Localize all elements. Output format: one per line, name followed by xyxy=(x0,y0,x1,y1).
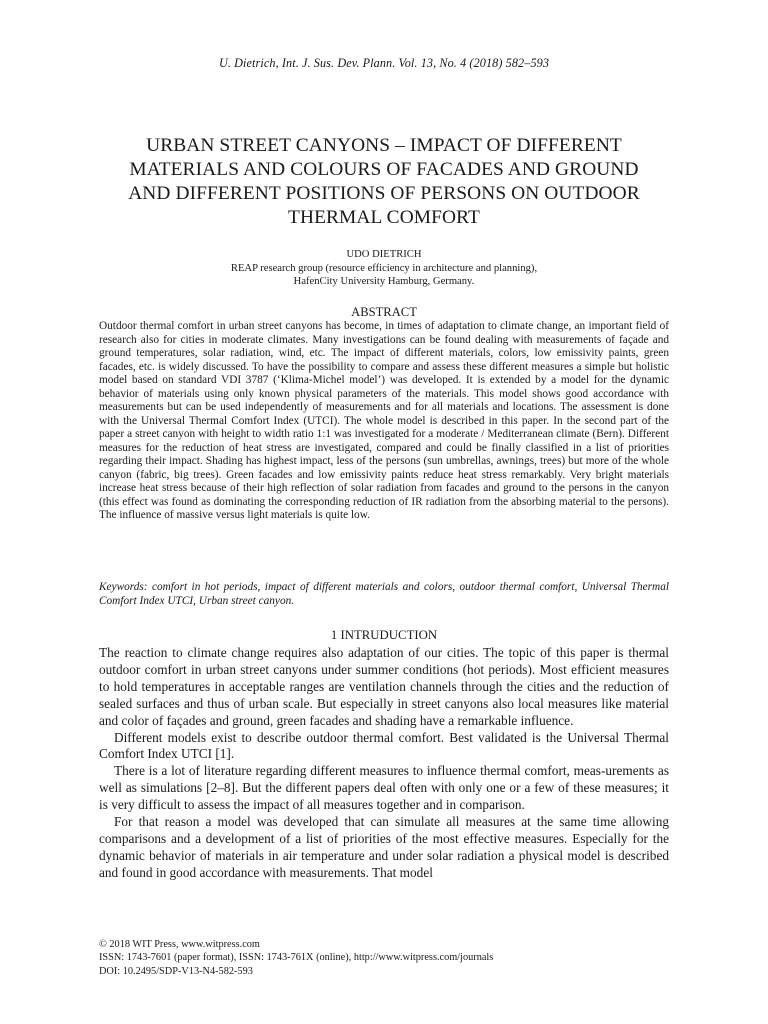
paragraph: Different models exist to describe outdoor thermal comfort. Best validated is the Universal Thermal Comfort Index UTCI [1]. xyxy=(99,729,669,762)
running-head: U. Dietrich, Int. J. Sus. Dev. Plann. Vol. 13, No. 4 (2018) 582–593 xyxy=(218,56,550,70)
affiliation-line: HafenCity University Hamburg, Germany. xyxy=(293,276,475,287)
abstract-text: Outdoor thermal comfort in urban street canyons has become, in times of adaptation to climate change, an important field of research also for cities in moderate climates. Many investigations can be found dealing with measurements of façade and ground temperatures, solar radiation, wind, etc. The impact of different materials, colors, low emissivity paints, green facades, etc. is widely discussed. To have the possibility to compare and assess these different measures a simple but holistic model based on standard VDI 3787 (‘Klima-Michel model’) was developed. It is extended by a model for the dynamic behavior of materials using only known physical parameters of the materials. This model shows good accordance with measurements but can be used independently of measurements and for all materials and locations. The assessment is done with the Universal Thermal Comfort Index (UTCI). The whole model is described in this paper. In the second part of the paper a street canyon with height to width ratio 1:1 was investigated for a moderate / Mediterranean climate (Bern). Different measures for the reduction of heat stress are investigated, compared and could be finally classified in a list of priorities regarding their impact. Shading has highest impact, less of the persons (sun umbrellas, awnings, trees) but more of the whole canyon (fabric, big trees). Green facades and low emissivity paints reduce heat stress remarkably. Very bright materials increase heat stress because of their high reflection of solar radiation from facades and ground to the persons in the canyon (this effect was found as dominating the corresponding reduction of IR radiation from the absorbing material to the persons). The influence of massive versus light materials is quite low. xyxy=(99,320,669,521)
title-line: MATERIALS AND COLOURS OF FACADES AND GROUND xyxy=(129,159,639,180)
author-name: UDO DIETRICH xyxy=(346,249,422,260)
paper-title xyxy=(92,134,676,230)
keywords: Keywords: comfort in hot periods, impact of different materials and colors, outdoor thermal comfort, Universal Thermal Comfort Index UTCI, Urban street canyon. xyxy=(99,581,669,607)
paragraph: For that reason a model was developed that can simulate all measures at the same time allowing comparisons and a development of a list of priorities of the most effective measures. Especially for the dynamic behavior of materials in air temperature and under solar radiation a physical model is described and found in good accordance with measurements. That model xyxy=(99,814,669,880)
abstract-heading: ABSTRACT xyxy=(351,305,417,319)
copyright-line: © 2018 WIT Press, www.witpress.com xyxy=(99,939,260,950)
issn-line: ISSN: 1743-7601 (paper format), ISSN: 1743-761X (online), http://www.witpress.com/journals xyxy=(99,952,494,964)
section-heading: 1 INTRUDUCTION xyxy=(330,628,438,642)
affiliation xyxy=(0,262,768,288)
title-line: URBAN STREET CANYONS – IMPACT OF DIFFERENT xyxy=(146,135,622,156)
paragraph: The reaction to climate change requires also adaptation of our cities. The topic of this paper is thermal outdoor comfort in urban street canyons under summer conditions (hot periods). Most efficient measures to hold temperatures in acceptable ranges are ventilation channels through the cities and the reduction of sealed surfaces and thus of urban scale. But especially in street canyons also local measures like material and color of façades and ground, green facades and shading have a remarkable influence. xyxy=(99,645,669,728)
body-text xyxy=(99,645,669,882)
title-line: AND DIFFERENT POSITIONS OF PERSONS ON OUTDOOR xyxy=(128,183,640,204)
doi-line: DOI: 10.2495/SDP-V13-N4-582-593 xyxy=(99,965,253,977)
paragraph: There is a lot of literature regarding different measures to influence thermal comfort, meas-urements as well as simulations [2–8]. But the different papers deal often with only one or a few of these measures; it is very difficult to assess the impact of all measures together and in comparison. xyxy=(99,763,669,813)
footer xyxy=(99,938,669,978)
affiliation-line: REAP research group (resource efficiency in architecture and planning), xyxy=(230,263,538,274)
title-line: THERMAL COMFORT xyxy=(288,207,480,228)
